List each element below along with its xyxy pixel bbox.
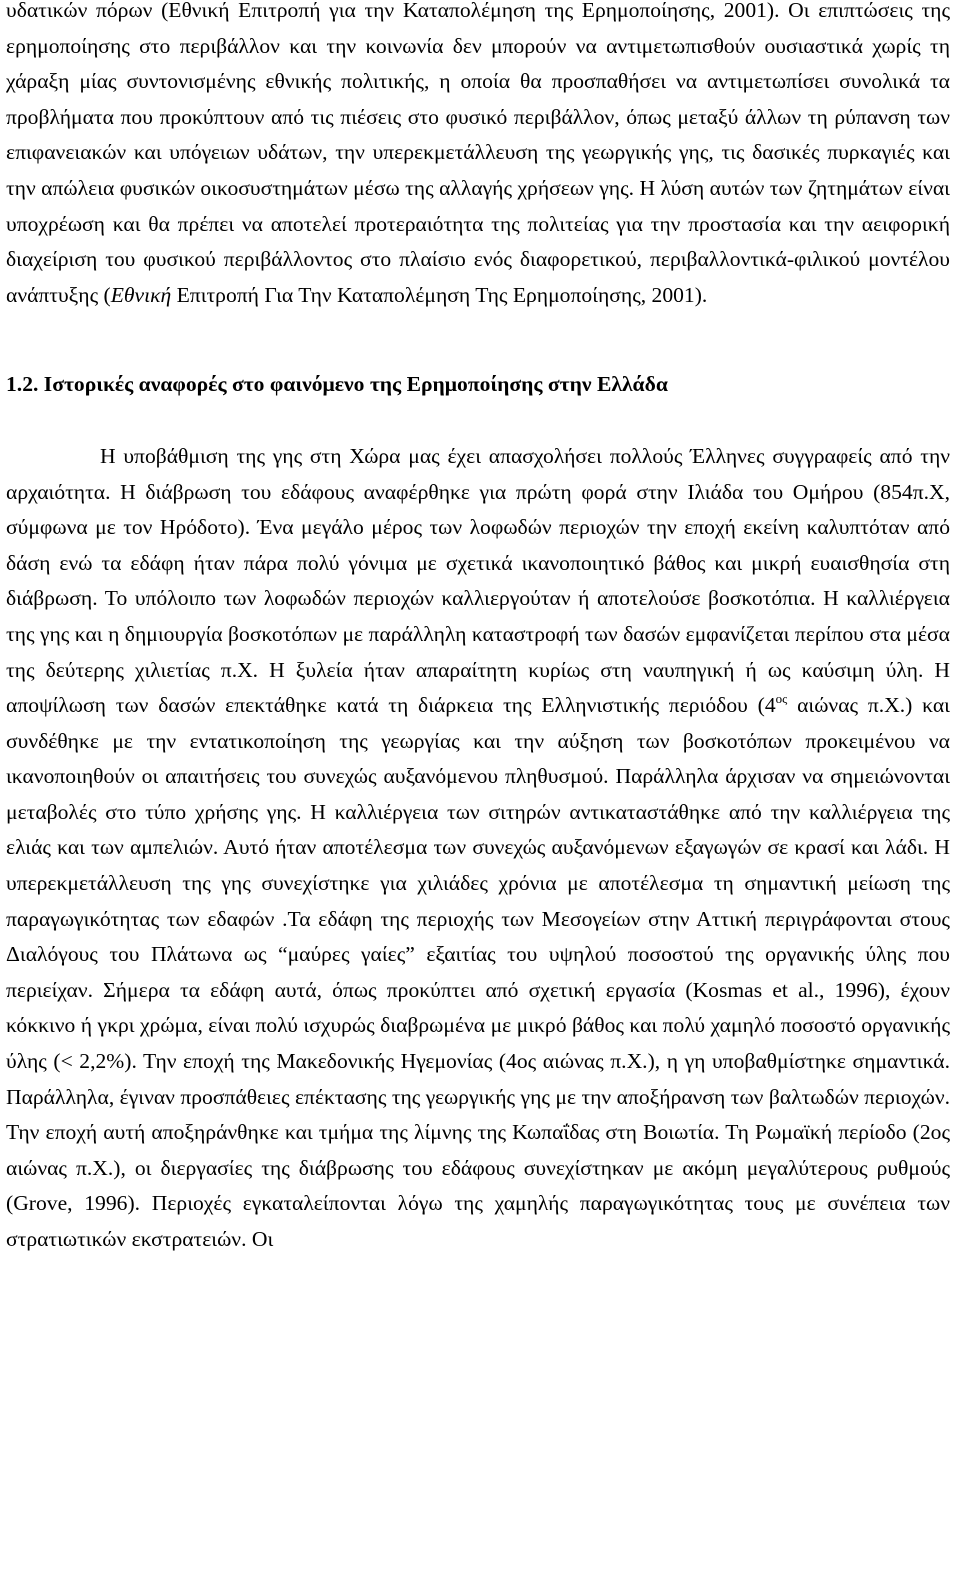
- section-title: Ιστορικές αναφορές στο φαινόμενο της Ερημοποίησης στην Ελλάδα: [38, 372, 668, 397]
- paragraph-citation-tail: Επιτροπή Για Την Καταπολέμηση Της Ερημοποίησης, 2001).: [171, 282, 708, 307]
- section-spacer: [6, 313, 950, 367]
- paragraph-text: Η υποβάθμιση της γης στη Χώρα μας έχει απασχολήσει πολλούς Έλληνες συγγραφείς από την αρχαιότητα. Η διάβρωση του εδάφους αναφέρθηκε για πρώτη φορά στην Ιλιάδα του Ομήρου (854π.Χ, σύμφωνα με τον Ηρόδοτο). Ένα μεγάλο μέρος των λοφωδών περιοχών την εποχή εκείνη καλυπτόταν από δάση ενώ τα εδάφη ήταν πάρα πολύ γόνιμα με σχετικά ικανοποιητικό βάθος και μικρή ευαισθησία στη διάβρωση. Το υπόλοιπο των λοφωδών περιοχών καλλιεργούταν ή αποτελούσε βοσκοτόπια. Η καλλιέργεια της γης και η δημιουργία βοσκοτόπων με παράλληλη καταστροφή των δασών εμφανίζεται περίπου στα μέσα της δεύτερης χιλιετίας π.Χ. Η ξυλεία ήταν απαραίτητη κυρίως στη ναυπηγική ή ως καύσιμη ύλη. Η αποψίλωση των δασών επεκτάθηκε κατά τη διάρκεια της Ελληνιστικής περιόδου (4: [6, 443, 950, 718]
- document-page: [6, 0, 950, 1580]
- section-number: 1.2.: [6, 372, 39, 397]
- paragraph-text: υδατικών πόρων (Εθνική Επιτροπή για την Καταπολέμηση της Ερημοποίησης, 2001). Οι επιπτώσεις της ερημοποίησης στο περιβάλλον και την κοινωνία δεν μπορούν να αντιμετωπισθούν ουσιαστικά χωρίς τη χάραξη μίας συντονισμένης εθνικής πολιτικής, η οποία θα προσπαθήσει να αντιμετωπίσει συνολικά τα προβλήματα που προκύπτουν από τις πιέσεις στο φυσικό περιβάλλον, όπως μεταξύ άλλων τη ρύπανση των επιφανειακών και υπόγειων υδάτων, την υπερεκμετάλλευση της γεωργικής γης, τις δασικές πυρκαγιές και την απώλεια φυσικών οικοσυστημάτων μέσω της αλλαγής χρήσεων γης. Η λύση αυτών των ζητημάτων είναι υποχρέωση και θα πρέπει να αποτελεί προτεραιότητα της πολιτείας για την προστασία και την αειφορική διαχείριση του φυσικού περιβάλλοντος στο πλαίσιο ενός διαφορετικού, περιβαλλοντικά-φιλικού μοντέλου ανάπτυξης (: [6, 0, 950, 307]
- paragraph-historical-references: [6, 439, 950, 1258]
- section-heading: [6, 367, 950, 403]
- ordinal-superscript: ος: [775, 691, 788, 707]
- heading-spacer: [6, 403, 950, 439]
- italic-term: Εθνική: [110, 282, 172, 307]
- paragraph-text-continued: αιώνας π.Χ.) και συνδέθηκε με την εντατικοποίηση της γεωργίας και την αύξηση των βοσκοτόπων προκειμένου να ικανοποιηθούν οι απαιτήσεις του συνεχώς αυξανόμενου πληθυσμού. Παράλληλα άρχισαν να σημειώνονται μεταβολές στο τύπο χρήσης γης. Η καλλιέργεια των σιτηρών αντικαταστάθηκε από την καλλιέργεια της ελιάς και των αμπελιών. Αυτό ήταν αποτέλεσμα των συνεχώς αυξανόμενων εξαγωγών σε κρασί και λάδι. Η υπερεκμετάλλευση της γης συνεχίστηκε για χιλιάδες χρόνια με αποτέλεσμα τη σημαντική μείωση της παραγωγικότητας των εδαφών .Τα εδάφη της περιοχής των Μεσογείων στην Αττική περιγράφονται στους Διαλόγους του Πλάτωνα ως “μαύρες γαίες” εξαιτίας του υψηλού ποσοστού της οργανικής ύλης που περιείχαν. Σήμερα τα εδάφη αυτά, όπως προκύπτει από σχετική εργασία (Kosmas et al., 1996), έχουν κόκκινο ή γκρι χρώμα, είναι πολύ ισχυρώς διαβρωμένα με μικρό βάθος και πολύ χαμηλό ποσοστό οργανικής ύλης (< 2,2%). Την εποχή της Μακεδονικής Ηγεμονίας (4ος αιώνας π.Χ.), η γη υποβαθμίστηκε σημαντικά. Παράλληλα, έγιναν προσπάθειες επέκτασης της γεωργικής γης με την αποξήρανση των βαλτωδών περιοχών. Την εποχή αυτή αποξηράνθηκε και τμήμα της λίμνης της Κωπαΐδας στη Βοιωτία. Τη Ρωμαϊκή περίοδο (2ος αιώνας π.Χ.), οι διεργασίες της διάβρωσης του εδάφους συνεχίστηκαν με ακόμη μεγαλύτερους ρυθμούς (Grove, 1996). Περιοχές εγκαταλείπονται λόγω της χαμηλής παραγωγικότητας τους με συνέπεια των στρατιωτικών εκστρατειών. Οι: [6, 693, 950, 1251]
- paragraph-desertification-policy: [6, 0, 950, 313]
